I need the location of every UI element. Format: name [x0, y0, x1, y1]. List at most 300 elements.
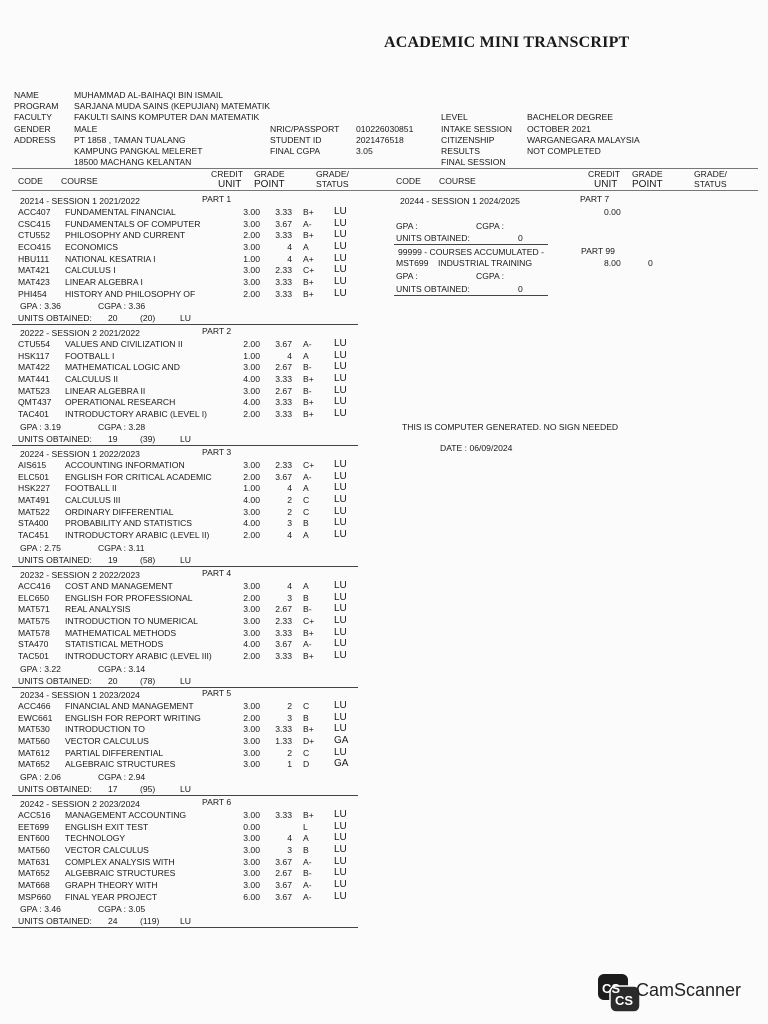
session-part: PART 1: [202, 194, 232, 204]
table-row: [18, 494, 358, 506]
course-grade-point: 3.33: [275, 207, 292, 217]
units-accumulated: (78): [140, 675, 156, 686]
course-status: LU: [334, 349, 347, 361]
course-grade: B+: [303, 408, 314, 419]
course-grade: B: [303, 844, 309, 855]
course-credit-unit: 4.00: [243, 494, 260, 505]
course-status: LU: [334, 614, 347, 626]
course-grade: B+: [303, 397, 314, 408]
course-grade: C: [303, 506, 310, 517]
session-99-title: 99999 - COURSES ACCUMULATED -: [398, 247, 544, 257]
session-part: PART 5: [202, 688, 232, 698]
citizenship-value: WARGANEGARA MALAYSIA: [527, 135, 640, 145]
course-status: LU: [334, 229, 347, 241]
units-obtained-label: UNITS OBTAINED:: [18, 313, 92, 324]
program-value: SARJANA MUDA SAINS (KEPUJIAN) MATEMATIK: [74, 101, 270, 111]
course-code: MAT560: [18, 844, 50, 855]
course-credit-unit: 3.00: [243, 581, 260, 591]
course-grade-point: 3.33: [275, 650, 292, 661]
col-course-right: COURSE: [439, 176, 476, 186]
results-value: NOT COMPLETED: [527, 146, 601, 156]
course-grade-point: 1.33: [275, 735, 292, 746]
course-grade: B: [303, 518, 309, 529]
col-unit-right: UNIT: [594, 179, 618, 190]
course-grade-point: 4: [287, 581, 292, 591]
student-id-value: 2021476518: [356, 135, 404, 145]
course-grade: B: [303, 592, 309, 603]
table-row: [18, 723, 358, 735]
course-title: PROBABILITY AND STATISTICS: [65, 518, 193, 529]
page-title: ACADEMIC MINI TRANSCRIPT: [384, 34, 630, 51]
course-status: LU: [334, 396, 347, 408]
session-gpa: GPA : 3.19: [20, 421, 61, 432]
gender-label: GENDER: [14, 124, 51, 134]
course-status: LU: [334, 505, 347, 517]
table-row: [18, 373, 358, 385]
svg-text:CS: CS: [615, 993, 634, 1008]
course-grade: A: [303, 241, 309, 252]
course-grade: B+: [303, 627, 314, 638]
course-status: LU: [334, 746, 347, 758]
course-status: LU: [334, 338, 347, 349]
course-credit-unit: 2.00: [243, 339, 260, 349]
table-row: [18, 603, 358, 615]
table-row: [18, 735, 358, 747]
course-grade-point: 3: [287, 712, 292, 723]
course-grade: B-: [303, 385, 312, 396]
course-grade-point: 3.33: [275, 397, 292, 408]
units-obtained-label: UNITS OBTAINED:: [18, 554, 92, 565]
session-rule: [12, 445, 358, 446]
session-status: LU: [180, 783, 191, 794]
course-grade-point: 2.33: [275, 615, 292, 626]
course-status: LU: [334, 206, 347, 217]
course-credit-unit: 3.00: [243, 735, 260, 746]
course-code: AIS615: [18, 460, 47, 470]
address-line-2: KAMPUNG PANGKAL MELERET: [74, 146, 203, 156]
course-grade: B+: [303, 810, 314, 820]
table-row: [18, 482, 358, 494]
course-title: ENGLISH FOR CRITICAL ACADEMIC: [65, 471, 212, 482]
session-rule: [12, 687, 358, 688]
course-title: HISTORY AND PHILOSOPHY OF: [65, 288, 196, 299]
table-row: [18, 459, 358, 471]
faculty-value: FAKULTI SAINS KOMPUTER DAN MATEMATIK: [74, 112, 260, 122]
course-title: INTRODUCTORY ARABIC (LEVEL II): [65, 529, 210, 540]
course-status: LU: [334, 361, 347, 373]
table-row: [18, 627, 358, 639]
course-grade: A-: [303, 879, 312, 890]
course-title: ACCOUNTING INFORMATION: [65, 460, 185, 470]
course-grade-point: 3.33: [275, 230, 292, 241]
course-grade-point: 4: [287, 483, 292, 494]
course-title: FINANCIAL AND MANAGEMENT: [65, 701, 194, 711]
course-title: NATIONAL KESATRIA I: [65, 253, 156, 264]
course-title: TECHNOLOGY: [65, 833, 126, 844]
units-obtained: 19: [108, 433, 118, 444]
header-bottom-rule: [12, 190, 758, 191]
course-grade: B+: [303, 207, 314, 217]
course-grade: L: [303, 821, 308, 832]
course-credit-unit: 2.00: [243, 712, 260, 723]
course-grade: B+: [303, 276, 314, 287]
course-grade: C: [303, 747, 310, 758]
course-credit-unit: 3.00: [243, 385, 260, 396]
course-credit-unit: 3.00: [243, 604, 260, 615]
course-title: FOOTBALL I: [65, 350, 115, 361]
course-grade: B+: [303, 288, 314, 299]
course-grade: A-: [303, 639, 312, 650]
table-row: [18, 592, 358, 604]
course-credit-unit: 6.00: [243, 891, 260, 902]
course-credit-unit: 3.00: [243, 724, 260, 735]
units-obtained: 24: [108, 916, 118, 927]
session-99-code: MST699: [396, 258, 429, 268]
course-code: MAT530: [18, 724, 50, 735]
course-grade-point: 4: [287, 350, 292, 361]
session-99-units-label: UNITS OBTAINED:: [396, 284, 470, 294]
course-grade: C+: [303, 615, 315, 626]
session-gpa: GPA : 3.46: [20, 904, 61, 915]
session-cgpa: CGPA : 3.14: [98, 663, 146, 674]
course-status: LU: [334, 855, 347, 867]
table-row: [18, 471, 358, 483]
course-credit-unit: 2.00: [243, 230, 260, 241]
course-title: ENGLISH EXIT TEST: [65, 821, 149, 832]
course-code: MAT560: [18, 735, 50, 746]
course-code: TAC501: [18, 650, 49, 661]
course-status: LU: [334, 372, 347, 384]
course-credit-unit: 3.00: [243, 218, 260, 229]
print-date: DATE : 06/09/2024: [440, 443, 513, 453]
session-cgpa: CGPA : 3.11: [98, 542, 145, 553]
course-grade: A: [303, 529, 309, 540]
session-title: 20224 - SESSION 1 2022/2023: [20, 449, 140, 459]
course-credit-unit: 3.00: [243, 276, 260, 287]
course-grade: A: [303, 833, 309, 844]
course-code: MAT441: [18, 373, 50, 384]
final-cgpa-value: 3.05: [356, 146, 373, 156]
table-row: [18, 844, 358, 856]
table-row: [18, 218, 358, 230]
course-grade: A: [303, 483, 309, 494]
course-status: LU: [334, 809, 347, 820]
course-grade: C: [303, 494, 310, 505]
course-grade-point: 2.33: [275, 460, 292, 470]
course-grade: A-: [303, 471, 312, 482]
table-row: [18, 506, 358, 518]
course-status: LU: [334, 528, 347, 540]
svg-text:CS: CS: [602, 981, 621, 996]
course-credit-unit: 3.00: [243, 701, 260, 711]
course-grade: D: [303, 759, 310, 770]
col-unit: UNIT: [218, 179, 242, 190]
course-code: PHI454: [18, 288, 47, 299]
session-title: 20242 - SESSION 2 2023/2024: [20, 799, 140, 809]
table-row: [18, 338, 358, 350]
course-code: HBU111: [18, 253, 50, 264]
units-obtained: 20: [108, 675, 118, 686]
course-credit-unit: 3.00: [243, 856, 260, 867]
course-code: MAT423: [18, 276, 50, 287]
course-status: LU: [334, 407, 347, 419]
session-gpa: GPA : 3.22: [20, 663, 61, 674]
session-part: PART 4: [202, 568, 232, 578]
course-credit-unit: 3.00: [243, 833, 260, 844]
course-title: FUNDAMENTAL FINANCIAL: [65, 207, 176, 217]
course-title: ORDINARY DIFFERENTIAL: [65, 506, 174, 517]
session-part: PART 2: [202, 326, 232, 336]
table-row: [18, 700, 358, 712]
course-code: MAT612: [18, 747, 50, 758]
session-7-title: 20244 - SESSION 1 2024/2025: [400, 196, 520, 206]
final-session-label: FINAL SESSION: [441, 157, 506, 167]
computer-generated-note: THIS IS COMPUTER GENERATED. NO SIGN NEEDED: [402, 422, 619, 432]
course-status: LU: [334, 820, 347, 832]
course-code: ACC407: [18, 207, 51, 217]
session-status: LU: [180, 675, 191, 686]
course-grade: B: [303, 712, 309, 723]
course-code: HSK117: [18, 350, 50, 361]
course-code: ECO415: [18, 241, 51, 252]
units-accumulated: (58): [140, 554, 156, 565]
table-row: [18, 891, 358, 903]
course-title: ENGLISH FOR REPORT WRITING: [65, 712, 201, 723]
course-grade-point: 3.33: [275, 288, 292, 299]
course-grade: D+: [303, 735, 315, 746]
course-grade-point: 2: [287, 701, 292, 711]
course-credit-unit: 3.00: [243, 868, 260, 879]
session-rule: [12, 795, 358, 796]
session-cgpa: CGPA : 3.05: [98, 904, 146, 915]
level-label: LEVEL: [441, 112, 468, 122]
col-credit-right: CREDIT: [588, 169, 620, 179]
course-grade: A-: [303, 218, 312, 229]
course-status: LU: [334, 580, 347, 591]
course-grade: A-: [303, 891, 312, 902]
program-label: PROGRAM: [14, 101, 59, 111]
units-obtained: 20: [108, 313, 118, 324]
col-grade: GRADE: [254, 169, 285, 179]
units-obtained-label: UNITS OBTAINED:: [18, 675, 92, 686]
course-grade-point: 3.67: [275, 218, 292, 229]
course-status: LU: [334, 603, 347, 615]
course-grade-point: 3.33: [275, 373, 292, 384]
course-title: REAL ANALYSIS: [65, 604, 131, 615]
course-credit-unit: 3.00: [243, 265, 260, 276]
course-grade-point: 3.67: [275, 339, 292, 349]
course-title: VALUES AND CIVILIZATION II: [65, 339, 183, 349]
course-grade-point: 4: [287, 241, 292, 252]
course-title: INTRODUCTION TO NUMERICAL: [65, 615, 198, 626]
course-grade: A+: [303, 253, 314, 264]
course-status: LU: [334, 638, 347, 650]
table-row: [18, 580, 358, 592]
session-99-gpa: GPA :: [396, 271, 418, 281]
course-status: LU: [334, 275, 347, 287]
course-status: LU: [334, 493, 347, 505]
course-credit-unit: 4.00: [243, 373, 260, 384]
course-title: COMPLEX ANALYSIS WITH: [65, 856, 175, 867]
table-row: [18, 385, 358, 397]
course-code: EET699: [18, 821, 50, 832]
units-obtained-label: UNITS OBTAINED:: [18, 916, 92, 927]
course-code: TAC451: [18, 529, 49, 540]
units-accumulated: (20): [140, 313, 156, 324]
course-grade-point: 3.67: [275, 471, 292, 482]
session-title: 20232 - SESSION 2 2022/2023: [20, 570, 140, 580]
course-status: LU: [334, 384, 347, 396]
course-credit-unit: 3.00: [243, 362, 260, 373]
table-row: [18, 253, 358, 265]
camscanner-logo-icon: [598, 974, 640, 1014]
course-code: TAC401: [18, 408, 49, 419]
course-grade-point: 3.67: [275, 639, 292, 650]
session-gpa: GPA : 2.06: [20, 771, 61, 782]
session-7-rule: [394, 244, 548, 245]
session-title: 20222 - SESSION 2 2021/2022: [20, 328, 140, 338]
name-value: MUHAMMAD AL-BAIHAQI BIN ISMAIL: [74, 90, 223, 100]
course-status: LU: [334, 832, 347, 844]
course-grade-point: 1: [287, 759, 292, 770]
course-code: MAT571: [18, 604, 50, 615]
course-credit-unit: 3.00: [243, 879, 260, 890]
course-status: LU: [334, 459, 347, 470]
table-row: [18, 832, 358, 844]
course-title: VECTOR CALCULUS: [65, 735, 149, 746]
course-status: LU: [334, 240, 347, 252]
course-title: INTRODUCTION TO: [65, 724, 145, 735]
course-grade-point: 3.33: [275, 276, 292, 287]
course-title: ENGLISH FOR PROFESSIONAL: [65, 592, 193, 603]
course-code: MAT491: [18, 494, 50, 505]
course-grade: B-: [303, 868, 312, 879]
address-line-1: PT 1858 , TAMAN TUALANG: [74, 135, 186, 145]
units-obtained-label: UNITS OBTAINED:: [18, 433, 92, 444]
units-accumulated: (95): [140, 783, 156, 794]
session-title: 20234 - SESSION 1 2023/2024: [20, 690, 140, 700]
course-code: HSK227: [18, 483, 51, 494]
course-title: LINEAR ALGEBRA I: [65, 276, 143, 287]
course-title: ALGEBRAIC STRUCTURES: [65, 759, 176, 770]
course-credit-unit: 3.00: [243, 844, 260, 855]
session-7-units-label: UNITS OBTAINED:: [396, 233, 470, 243]
session-7-units-obtained: 0: [518, 233, 523, 243]
faculty-label: FACULTY: [14, 112, 53, 122]
session-gpa: GPA : 2.75: [20, 542, 61, 553]
course-status: LU: [334, 470, 347, 482]
course-grade: B-: [303, 362, 312, 373]
session-cgpa: CGPA : 3.36: [98, 301, 146, 312]
course-grade-point: 3.33: [275, 408, 292, 419]
course-code: ELC650: [18, 592, 50, 603]
session-status: LU: [180, 433, 191, 444]
course-credit-unit: 2.00: [243, 408, 260, 419]
course-grade-point: 2: [287, 747, 292, 758]
course-title: FOOTBALL II: [65, 483, 117, 494]
course-credit-unit: 3.00: [243, 627, 260, 638]
course-credit-unit: 2.00: [243, 529, 260, 540]
course-title: FINAL YEAR PROJECT: [65, 891, 158, 902]
course-grade: B+: [303, 373, 314, 384]
table-row: [18, 241, 358, 253]
course-grade-point: 3.67: [275, 856, 292, 867]
table-row: [18, 276, 358, 288]
course-grade-point: 4: [287, 253, 292, 264]
col-point: POINT: [254, 179, 285, 190]
course-code: MAT652: [18, 868, 50, 879]
course-code: EWC661: [18, 712, 53, 723]
course-grade: A: [303, 581, 309, 591]
col-grade-slash-right: GRADE/: [694, 169, 727, 179]
course-status: LU: [334, 287, 347, 299]
session-status: LU: [180, 313, 191, 324]
course-grade: B-: [303, 604, 312, 615]
course-grade: B+: [303, 724, 314, 735]
table-row: [18, 529, 358, 541]
course-grade: A-: [303, 339, 312, 349]
course-grade-point: 2.67: [275, 604, 292, 615]
course-code: ACC466: [18, 701, 51, 711]
session-status: LU: [180, 554, 191, 565]
session-99-unit: 8.00: [604, 258, 621, 268]
course-title: CALCULUS II: [65, 373, 119, 384]
course-credit-unit: 1.00: [243, 253, 260, 264]
course-code: CSC415: [18, 218, 51, 229]
table-row: [18, 229, 358, 241]
course-status: LU: [334, 649, 347, 661]
units-obtained-label: UNITS OBTAINED:: [18, 783, 92, 794]
camscanner-text: CamScanner: [636, 980, 742, 1000]
course-title: VECTOR CALCULUS: [65, 844, 149, 855]
course-title: STATISTICAL METHODS: [65, 639, 164, 650]
course-grade: C+: [303, 460, 315, 470]
session-cgpa: CGPA : 3.28: [98, 421, 146, 432]
course-title: MATHEMATICAL METHODS: [65, 627, 177, 638]
course-status: LU: [334, 591, 347, 603]
address-label: ADDRESS: [14, 135, 56, 145]
course-grade-point: 3.67: [275, 879, 292, 890]
course-title: CALCULUS III: [65, 494, 121, 505]
course-grade-point: 2.67: [275, 868, 292, 879]
units-accumulated: (119): [140, 916, 160, 927]
table-row: [18, 712, 358, 724]
session-rule: [12, 324, 358, 325]
session-99-course: INDUSTRIAL TRAINING: [438, 258, 533, 268]
course-credit-unit: 3.00: [243, 615, 260, 626]
course-grade: A-: [303, 856, 312, 867]
course-code: MAT575: [18, 615, 50, 626]
intake-label: INTAKE SESSION: [441, 124, 512, 134]
course-grade-point: 3: [287, 592, 292, 603]
table-row: [18, 264, 358, 276]
table-row: [18, 879, 358, 891]
course-title: GRAPH THEORY WITH: [65, 879, 158, 890]
course-grade-point: 3.33: [275, 724, 292, 735]
table-row: [18, 758, 358, 770]
course-status: LU: [334, 867, 347, 879]
course-code: STA400: [18, 518, 49, 529]
col-status-right: STATUS: [694, 179, 727, 189]
course-grade-point: 2.33: [275, 265, 292, 276]
course-code: ENT600: [18, 833, 50, 844]
session-99-part: PART 99: [581, 246, 615, 256]
course-grade-point: 4: [287, 833, 292, 844]
course-code: STA470: [18, 639, 49, 650]
course-status: LU: [334, 482, 347, 494]
session-status: LU: [180, 916, 191, 927]
col-code: CODE: [18, 176, 43, 186]
